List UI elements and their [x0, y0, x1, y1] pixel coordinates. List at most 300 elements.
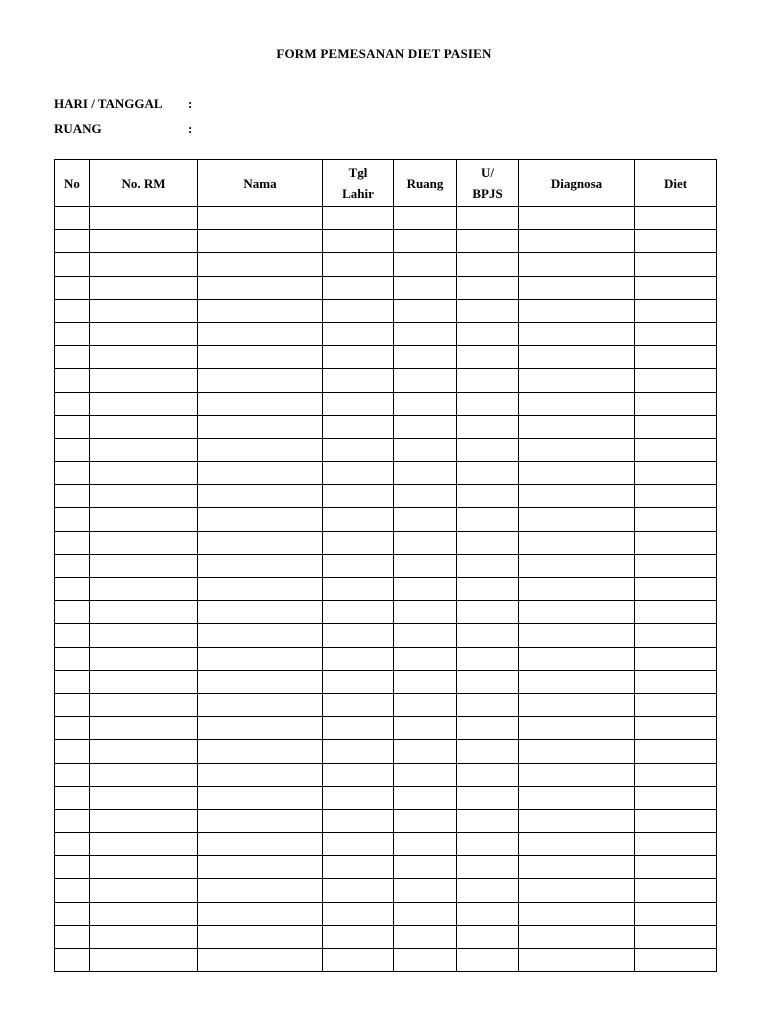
form-title: FORM PEMESANAN DIET PASIEN: [276, 46, 492, 61]
cell-diagnosa[interactable]: [519, 531, 635, 554]
cell-no-rm[interactable]: [90, 740, 198, 763]
cell-no[interactable]: [55, 578, 90, 601]
cell-diagnosa[interactable]: [519, 508, 635, 531]
header-u-bpjs-line2: BPJS: [472, 186, 503, 201]
ruang-label: RUANG: [54, 121, 102, 136]
cell-no-rm[interactable]: [90, 531, 198, 554]
cell-no-rm[interactable]: [90, 438, 198, 461]
cell-no-rm[interactable]: [90, 856, 198, 879]
cell-tgl-lahir[interactable]: [323, 392, 394, 415]
cell-no[interactable]: [55, 647, 90, 670]
cell-u-bpjs[interactable]: [457, 230, 519, 253]
cell-nama[interactable]: [198, 322, 323, 345]
cell-tgl-lahir[interactable]: [323, 299, 394, 322]
cell-tgl-lahir[interactable]: [323, 508, 394, 531]
cell-diet[interactable]: [635, 786, 717, 809]
cell-nama[interactable]: [198, 207, 323, 230]
cell-diet[interactable]: [635, 902, 717, 925]
cell-no[interactable]: [55, 833, 90, 856]
cell-no[interactable]: [55, 392, 90, 415]
cell-u-bpjs[interactable]: [457, 207, 519, 230]
cell-diet[interactable]: [635, 531, 717, 554]
ruang-colon: :: [188, 121, 193, 136]
cell-ruang[interactable]: [394, 299, 457, 322]
cell-tgl-lahir[interactable]: [323, 763, 394, 786]
cell-diagnosa[interactable]: [519, 786, 635, 809]
cell-ruang[interactable]: [394, 462, 457, 485]
cell-nama[interactable]: [198, 949, 323, 972]
cell-no-rm[interactable]: [90, 230, 198, 253]
cell-tgl-lahir[interactable]: [323, 207, 394, 230]
cell-u-bpjs[interactable]: [457, 670, 519, 693]
cell-tgl-lahir[interactable]: [323, 717, 394, 740]
cell-no[interactable]: [55, 856, 90, 879]
cell-no-rm[interactable]: [90, 624, 198, 647]
cell-tgl-lahir[interactable]: [323, 647, 394, 670]
cell-nama[interactable]: [198, 786, 323, 809]
cell-no-rm[interactable]: [90, 276, 198, 299]
table-body: [55, 207, 717, 972]
cell-no-rm[interactable]: [90, 253, 198, 276]
cell-no[interactable]: [55, 369, 90, 392]
header-tgl-lahir-line1: Tgl: [348, 165, 368, 180]
cell-ruang[interactable]: [394, 253, 457, 276]
cell-ruang[interactable]: [394, 392, 457, 415]
cell-ruang[interactable]: [394, 670, 457, 693]
cell-tgl-lahir[interactable]: [323, 833, 394, 856]
cell-u-bpjs[interactable]: [457, 925, 519, 948]
cell-no[interactable]: [55, 693, 90, 716]
cell-u-bpjs[interactable]: [457, 949, 519, 972]
cell-no[interactable]: [55, 462, 90, 485]
cell-diagnosa[interactable]: [519, 717, 635, 740]
cell-tgl-lahir[interactable]: [323, 578, 394, 601]
cell-nama[interactable]: [198, 809, 323, 832]
cell-tgl-lahir[interactable]: [323, 925, 394, 948]
table-row: [55, 601, 717, 624]
cell-no[interactable]: [55, 508, 90, 531]
cell-u-bpjs[interactable]: [457, 531, 519, 554]
cell-u-bpjs[interactable]: [457, 322, 519, 345]
cell-nama[interactable]: [198, 230, 323, 253]
cell-no-rm[interactable]: [90, 322, 198, 345]
cell-diet[interactable]: [635, 763, 717, 786]
cell-diagnosa[interactable]: [519, 415, 635, 438]
cell-nama[interactable]: [198, 346, 323, 369]
cell-nama[interactable]: [198, 369, 323, 392]
cell-diagnosa[interactable]: [519, 554, 635, 577]
cell-no[interactable]: [55, 415, 90, 438]
cell-diagnosa[interactable]: [519, 949, 635, 972]
cell-diet[interactable]: [635, 856, 717, 879]
cell-no-rm[interactable]: [90, 508, 198, 531]
cell-diet[interactable]: [635, 322, 717, 345]
header-no: No: [55, 160, 90, 207]
cell-tgl-lahir[interactable]: [323, 253, 394, 276]
table-row: [55, 624, 717, 647]
cell-ruang[interactable]: [394, 531, 457, 554]
cell-no-rm[interactable]: [90, 763, 198, 786]
cell-diagnosa[interactable]: [519, 276, 635, 299]
cell-diagnosa[interactable]: [519, 485, 635, 508]
cell-no-rm[interactable]: [90, 833, 198, 856]
cell-tgl-lahir[interactable]: [323, 902, 394, 925]
table-row: [55, 578, 717, 601]
cell-no[interactable]: [55, 902, 90, 925]
cell-ruang[interactable]: [394, 508, 457, 531]
table-row: [55, 717, 717, 740]
cell-ruang[interactable]: [394, 322, 457, 345]
cell-diagnosa[interactable]: [519, 833, 635, 856]
cell-tgl-lahir[interactable]: [323, 879, 394, 902]
cell-u-bpjs[interactable]: [457, 856, 519, 879]
cell-no[interactable]: [55, 763, 90, 786]
cell-nama[interactable]: [198, 856, 323, 879]
cell-diagnosa[interactable]: [519, 438, 635, 461]
cell-diet[interactable]: [635, 740, 717, 763]
cell-u-bpjs[interactable]: [457, 438, 519, 461]
table-row: [55, 207, 717, 230]
cell-no-rm[interactable]: [90, 693, 198, 716]
cell-no[interactable]: [55, 809, 90, 832]
cell-diagnosa[interactable]: [519, 670, 635, 693]
cell-nama[interactable]: [198, 299, 323, 322]
diet-order-table: [54, 159, 717, 972]
cell-u-bpjs[interactable]: [457, 624, 519, 647]
cell-ruang[interactable]: [394, 717, 457, 740]
cell-ruang[interactable]: [394, 578, 457, 601]
cell-diet[interactable]: [635, 276, 717, 299]
cell-diet[interactable]: [635, 253, 717, 276]
cell-diet[interactable]: [635, 438, 717, 461]
table-row: [55, 276, 717, 299]
cell-diet[interactable]: [635, 949, 717, 972]
cell-tgl-lahir[interactable]: [323, 230, 394, 253]
hari-tanggal-label: HARI / TANGGAL: [54, 96, 163, 111]
cell-tgl-lahir[interactable]: [323, 322, 394, 345]
table-row: [55, 925, 717, 948]
cell-nama[interactable]: [198, 833, 323, 856]
cell-ruang[interactable]: [394, 554, 457, 577]
cell-nama[interactable]: [198, 554, 323, 577]
cell-no[interactable]: [55, 740, 90, 763]
cell-diagnosa[interactable]: [519, 856, 635, 879]
cell-tgl-lahir[interactable]: [323, 740, 394, 763]
cell-nama[interactable]: [198, 693, 323, 716]
cell-nama[interactable]: [198, 578, 323, 601]
ruang-field[interactable]: [54, 121, 192, 137]
cell-diet[interactable]: [635, 485, 717, 508]
cell-u-bpjs[interactable]: [457, 485, 519, 508]
cell-diagnosa[interactable]: [519, 763, 635, 786]
table-row: [55, 833, 717, 856]
cell-tgl-lahir[interactable]: [323, 693, 394, 716]
cell-nama[interactable]: [198, 601, 323, 624]
cell-no[interactable]: [55, 346, 90, 369]
cell-no-rm[interactable]: [90, 392, 198, 415]
cell-no-rm[interactable]: [90, 415, 198, 438]
cell-diet[interactable]: [635, 833, 717, 856]
cell-diagnosa[interactable]: [519, 230, 635, 253]
cell-diet[interactable]: [635, 346, 717, 369]
cell-diet[interactable]: [635, 670, 717, 693]
cell-diet[interactable]: [635, 925, 717, 948]
cell-diagnosa[interactable]: [519, 879, 635, 902]
cell-diet[interactable]: [635, 207, 717, 230]
cell-tgl-lahir[interactable]: [323, 462, 394, 485]
cell-no[interactable]: [55, 531, 90, 554]
cell-diet[interactable]: [635, 230, 717, 253]
cell-no-rm[interactable]: [90, 949, 198, 972]
cell-nama[interactable]: [198, 462, 323, 485]
cell-diet[interactable]: [635, 462, 717, 485]
cell-no-rm[interactable]: [90, 601, 198, 624]
cell-u-bpjs[interactable]: [457, 647, 519, 670]
cell-u-bpjs[interactable]: [457, 462, 519, 485]
cell-diet[interactable]: [635, 879, 717, 902]
cell-ruang[interactable]: [394, 786, 457, 809]
table-row: [55, 485, 717, 508]
cell-diet[interactable]: [635, 508, 717, 531]
cell-nama[interactable]: [198, 647, 323, 670]
header-nama: Nama: [198, 160, 323, 207]
cell-diagnosa[interactable]: [519, 601, 635, 624]
cell-diagnosa[interactable]: [519, 578, 635, 601]
hari-tanggal-field[interactable]: [54, 96, 192, 112]
cell-u-bpjs[interactable]: [457, 833, 519, 856]
cell-u-bpjs[interactable]: [457, 554, 519, 577]
cell-nama[interactable]: [198, 624, 323, 647]
cell-no-rm[interactable]: [90, 809, 198, 832]
cell-diagnosa[interactable]: [519, 207, 635, 230]
cell-u-bpjs[interactable]: [457, 369, 519, 392]
table-row: [55, 230, 717, 253]
cell-no-rm[interactable]: [90, 578, 198, 601]
cell-no[interactable]: [55, 485, 90, 508]
cell-tgl-lahir[interactable]: [323, 485, 394, 508]
cell-no[interactable]: [55, 253, 90, 276]
table-row: [55, 856, 717, 879]
cell-ruang[interactable]: [394, 647, 457, 670]
cell-no[interactable]: [55, 786, 90, 809]
cell-u-bpjs[interactable]: [457, 415, 519, 438]
cell-no[interactable]: [55, 670, 90, 693]
cell-no[interactable]: [55, 322, 90, 345]
cell-diagnosa[interactable]: [519, 346, 635, 369]
cell-nama[interactable]: [198, 392, 323, 415]
cell-ruang[interactable]: [394, 879, 457, 902]
cell-u-bpjs[interactable]: [457, 276, 519, 299]
cell-nama[interactable]: [198, 253, 323, 276]
cell-no-rm[interactable]: [90, 925, 198, 948]
cell-no[interactable]: [55, 879, 90, 902]
cell-no[interactable]: [55, 276, 90, 299]
cell-no[interactable]: [55, 601, 90, 624]
cell-ruang[interactable]: [394, 949, 457, 972]
cell-tgl-lahir[interactable]: [323, 531, 394, 554]
cell-nama[interactable]: [198, 508, 323, 531]
cell-nama[interactable]: [198, 925, 323, 948]
cell-diagnosa[interactable]: [519, 299, 635, 322]
cell-ruang[interactable]: [394, 856, 457, 879]
cell-tgl-lahir[interactable]: [323, 369, 394, 392]
cell-u-bpjs[interactable]: [457, 299, 519, 322]
cell-nama[interactable]: [198, 879, 323, 902]
cell-tgl-lahir[interactable]: [323, 809, 394, 832]
cell-no-rm[interactable]: [90, 879, 198, 902]
cell-diagnosa[interactable]: [519, 253, 635, 276]
cell-diet[interactable]: [635, 717, 717, 740]
cell-tgl-lahir[interactable]: [323, 949, 394, 972]
cell-no[interactable]: [55, 925, 90, 948]
cell-diagnosa[interactable]: [519, 624, 635, 647]
table-row: [55, 647, 717, 670]
cell-ruang[interactable]: [394, 925, 457, 948]
cell-no[interactable]: [55, 624, 90, 647]
cell-diet[interactable]: [635, 369, 717, 392]
cell-diagnosa[interactable]: [519, 925, 635, 948]
cell-diagnosa[interactable]: [519, 322, 635, 345]
cell-diagnosa[interactable]: [519, 740, 635, 763]
cell-diagnosa[interactable]: [519, 693, 635, 716]
cell-diagnosa[interactable]: [519, 369, 635, 392]
cell-no[interactable]: [55, 554, 90, 577]
table-row: [55, 531, 717, 554]
cell-nama[interactable]: [198, 415, 323, 438]
cell-tgl-lahir[interactable]: [323, 856, 394, 879]
cell-ruang[interactable]: [394, 809, 457, 832]
hari-tanggal-colon: :: [188, 96, 193, 111]
cell-no-rm[interactable]: [90, 717, 198, 740]
cell-ruang[interactable]: [394, 624, 457, 647]
cell-diet[interactable]: [635, 415, 717, 438]
cell-nama[interactable]: [198, 740, 323, 763]
cell-u-bpjs[interactable]: [457, 717, 519, 740]
cell-ruang[interactable]: [394, 601, 457, 624]
cell-u-bpjs[interactable]: [457, 902, 519, 925]
cell-diet[interactable]: [635, 693, 717, 716]
cell-diet[interactable]: [635, 624, 717, 647]
cell-diagnosa[interactable]: [519, 392, 635, 415]
cell-tgl-lahir[interactable]: [323, 438, 394, 461]
cell-ruang[interactable]: [394, 902, 457, 925]
cell-u-bpjs[interactable]: [457, 392, 519, 415]
cell-diet[interactable]: [635, 647, 717, 670]
cell-tgl-lahir[interactable]: [323, 786, 394, 809]
cell-ruang[interactable]: [394, 369, 457, 392]
cell-tgl-lahir[interactable]: [323, 601, 394, 624]
table-row: [55, 902, 717, 925]
cell-tgl-lahir[interactable]: [323, 670, 394, 693]
cell-u-bpjs[interactable]: [457, 578, 519, 601]
cell-nama[interactable]: [198, 531, 323, 554]
cell-ruang[interactable]: [394, 415, 457, 438]
cell-u-bpjs[interactable]: [457, 693, 519, 716]
cell-ruang[interactable]: [394, 693, 457, 716]
table-row: [55, 462, 717, 485]
cell-tgl-lahir[interactable]: [323, 276, 394, 299]
cell-diet[interactable]: [635, 601, 717, 624]
cell-tgl-lahir[interactable]: [323, 346, 394, 369]
cell-nama[interactable]: [198, 438, 323, 461]
cell-nama[interactable]: [198, 717, 323, 740]
cell-tgl-lahir[interactable]: [323, 624, 394, 647]
cell-u-bpjs[interactable]: [457, 809, 519, 832]
header-ruang: Ruang: [394, 160, 457, 207]
cell-no-rm[interactable]: [90, 369, 198, 392]
cell-u-bpjs[interactable]: [457, 740, 519, 763]
cell-nama[interactable]: [198, 485, 323, 508]
cell-no-rm[interactable]: [90, 647, 198, 670]
cell-ruang[interactable]: [394, 833, 457, 856]
cell-no-rm[interactable]: [90, 485, 198, 508]
cell-no[interactable]: [55, 207, 90, 230]
cell-ruang[interactable]: [394, 485, 457, 508]
cell-tgl-lahir[interactable]: [323, 554, 394, 577]
table-row: [55, 693, 717, 716]
cell-diet[interactable]: [635, 554, 717, 577]
table-row: [55, 740, 717, 763]
cell-no[interactable]: [55, 717, 90, 740]
cell-no-rm[interactable]: [90, 554, 198, 577]
table-row: [55, 369, 717, 392]
cell-ruang[interactable]: [394, 276, 457, 299]
cell-diet[interactable]: [635, 578, 717, 601]
cell-ruang[interactable]: [394, 230, 457, 253]
cell-nama[interactable]: [198, 670, 323, 693]
cell-ruang[interactable]: [394, 438, 457, 461]
table-row: [55, 392, 717, 415]
cell-no-rm[interactable]: [90, 786, 198, 809]
cell-no[interactable]: [55, 230, 90, 253]
cell-u-bpjs[interactable]: [457, 786, 519, 809]
table-row: [55, 949, 717, 972]
cell-diagnosa[interactable]: [519, 647, 635, 670]
header-u-bpjs-line1: U/: [481, 165, 494, 180]
cell-ruang[interactable]: [394, 763, 457, 786]
cell-nama[interactable]: [198, 902, 323, 925]
cell-diet[interactable]: [635, 299, 717, 322]
cell-u-bpjs[interactable]: [457, 253, 519, 276]
cell-no-rm[interactable]: [90, 462, 198, 485]
table-row: [55, 346, 717, 369]
cell-nama[interactable]: [198, 763, 323, 786]
cell-no[interactable]: [55, 438, 90, 461]
cell-u-bpjs[interactable]: [457, 879, 519, 902]
cell-no-rm[interactable]: [90, 670, 198, 693]
cell-u-bpjs[interactable]: [457, 346, 519, 369]
cell-no[interactable]: [55, 299, 90, 322]
cell-diagnosa[interactable]: [519, 809, 635, 832]
cell-u-bpjs[interactable]: [457, 508, 519, 531]
cell-ruang[interactable]: [394, 346, 457, 369]
cell-tgl-lahir[interactable]: [323, 415, 394, 438]
cell-no-rm[interactable]: [90, 902, 198, 925]
cell-diet[interactable]: [635, 809, 717, 832]
cell-u-bpjs[interactable]: [457, 763, 519, 786]
cell-no-rm[interactable]: [90, 346, 198, 369]
cell-no-rm[interactable]: [90, 207, 198, 230]
cell-diet[interactable]: [635, 392, 717, 415]
cell-u-bpjs[interactable]: [457, 601, 519, 624]
cell-no-rm[interactable]: [90, 299, 198, 322]
cell-no[interactable]: [55, 949, 90, 972]
cell-ruang[interactable]: [394, 740, 457, 763]
cell-diagnosa[interactable]: [519, 902, 635, 925]
cell-nama[interactable]: [198, 276, 323, 299]
cell-diagnosa[interactable]: [519, 462, 635, 485]
cell-ruang[interactable]: [394, 207, 457, 230]
